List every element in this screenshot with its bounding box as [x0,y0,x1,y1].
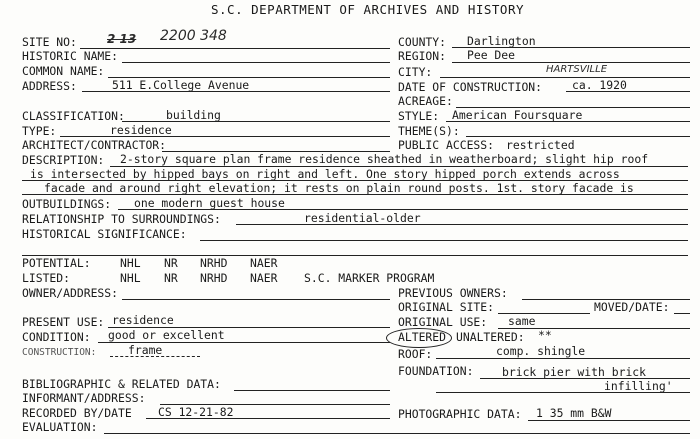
original-use-line [498,328,690,329]
roof-label: ROOF: [398,347,433,361]
site-no-old-value: 2 13 [107,32,137,46]
outbuildings-line [118,209,688,210]
description-line-3: facade and around right elevation; it rests on plain round posts. 1st. story facade is [44,181,634,195]
evaluation-line [104,433,690,434]
classification-value: building [166,108,221,122]
historic-name-line [122,62,390,63]
relationship-line [236,224,688,225]
original-use-value: same [508,314,536,328]
theme-label: THEME(S): [398,124,460,138]
site-no-line [80,48,390,49]
listed-option-nhl: NHL [120,271,141,285]
condition-value: good or excellent [108,328,225,342]
common-name-label: COMMON NAME: [22,64,105,78]
architect-label: ARCHITECT/CONTRACTOR: [22,138,167,152]
region-label: REGION: [398,49,447,63]
significance-line [200,240,688,241]
moved-line [674,313,690,314]
city-hand-value: HARTSVILLE [546,64,608,75]
photographic-data-value: 1 35 mm B&W [536,406,612,420]
public-access-label: PUBLIC ACCESS: [398,138,495,152]
county-label: COUNTY: [398,35,447,49]
type-line [60,136,390,137]
unaltered-label: UNALTERED: [456,330,525,344]
recorded-by-label: RECORDED BY/DATE [22,406,132,420]
original-site-label: ORIGINAL SITE: [398,300,495,314]
roof-value: comp. shingle [496,344,586,358]
informant-label: INFORMANT/ADDRESS: [22,391,146,405]
condition-label: CONDITION: [22,330,91,344]
description-line-2: is intersected by hipped bays on right and left. One story hipped porch extends across [30,167,620,181]
listed-label: LISTED: [22,271,71,285]
date-line [566,91,690,92]
classification-label: CLASSIFICATION: [22,109,125,123]
outbuildings-value: one modern guest house [134,196,285,210]
recorded-by-line [146,418,390,419]
previous-owners-label: PREVIOUS OWNERS: [398,286,508,300]
construction-label: CONSTRUCTION: [22,347,97,358]
foundation-line-2 [436,392,690,393]
acreage-label: ACREAGE: [398,94,453,108]
relationship-value: residential-older [304,211,421,225]
potential-option-naer: NAER [250,256,278,270]
unaltered-value: ** [538,328,552,342]
type-label: TYPE: [22,124,57,138]
date-label: DATE OF CONSTRUCTION: [398,80,543,94]
relationship-label: RELATIONSHIP TO SURROUNDINGS: [22,212,221,226]
description-label: DESCRIPTION: [22,153,105,167]
style-line [446,121,690,122]
photographic-data-label: PHOTOGRAPHIC DATA: [398,407,522,421]
present-use-value: residence [112,313,174,327]
construction-value: frame [128,343,163,357]
owner-label: OWNER/ADDRESS: [22,286,119,300]
foundation-value-2: infilling' [604,379,673,393]
significance-label: HISTORICAL SIGNIFICANCE: [22,227,187,241]
theme-line [466,136,690,137]
bibliographic-line [234,390,390,391]
style-value: American Foursquare [452,108,583,122]
address-line [82,91,390,92]
construction-line [110,356,200,357]
roof-line [436,358,690,359]
potential-option-nrhd: NRHD [200,256,228,270]
photographic-data-line [528,420,690,421]
type-value: residence [110,123,172,137]
listed-option-sc-marker: S.C. MARKER PROGRAM [304,271,435,285]
site-no-hand-value: 2200 348 [160,28,227,44]
site-no-label: SITE NO: [22,35,77,49]
description-rule-3 [22,194,688,195]
address-value: 511 E.College Avenue [112,78,250,92]
foundation-value-1: brick pier with brick [502,365,647,379]
county-value: Darlington [467,34,536,48]
potential-option-nr: NR [164,256,178,270]
original-use-label: ORIGINAL USE: [398,315,488,329]
page-title: S.C. DEPARTMENT OF ARCHIVES AND HISTORY [211,2,524,17]
classification-line [122,121,390,122]
potential-label: POTENTIAL: [22,256,91,270]
historic-name-label: HISTORIC NAME: [22,49,119,63]
recorded-by-value: CS 12-21-82 [158,405,234,419]
region-line [452,62,690,63]
evaluation-label: EVALUATION: [22,420,98,434]
public-access-value: restricted [506,138,575,152]
listed-option-nrhd: NRHD [200,271,228,285]
style-label: STYLE: [398,109,440,123]
potential-option-nhl: NHL [120,256,141,270]
bibliographic-label: BIBLIOGRAPHIC & RELATED DATA: [22,377,221,391]
city-label: CITY: [398,65,433,79]
region-value: Pee Dee [467,48,516,62]
moved-label: MOVED/DATE: [594,300,670,314]
city-line [440,77,690,78]
altered-label: ALTERED [398,330,447,344]
foundation-label: FOUNDATION: [398,364,474,378]
date-value: ca. 1920 [572,78,627,92]
present-use-label: PRESENT USE: [22,315,105,329]
description-line-1: 2-story square plan frame residence sheathed in weatherboard; slight hip roof [120,152,649,166]
listed-option-naer: NAER [250,271,278,285]
listed-option-nr: NR [164,271,178,285]
owner-line [122,299,390,300]
outbuildings-label: OUTBUILDINGS: [22,197,112,211]
address-label: ADDRESS: [22,79,77,93]
